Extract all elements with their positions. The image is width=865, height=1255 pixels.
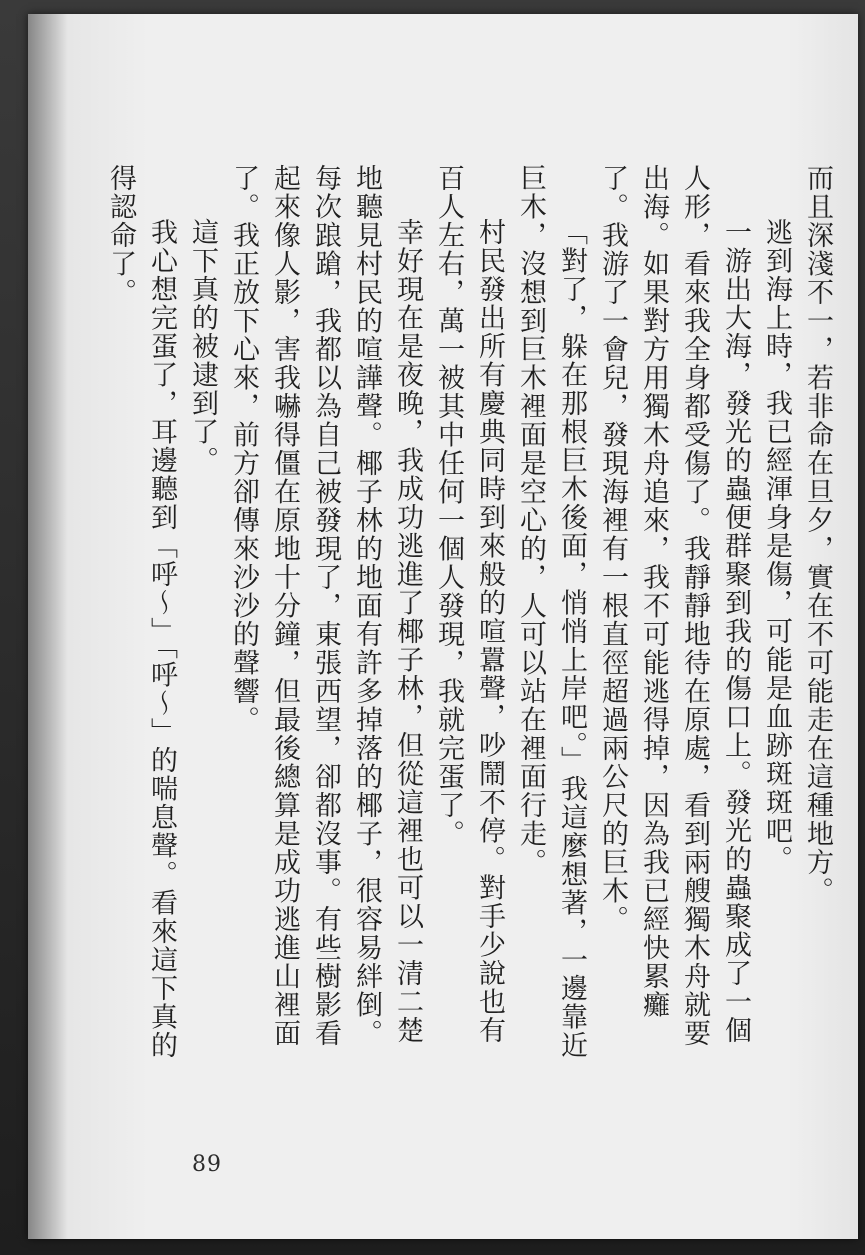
- vertical-text-block: [105, 164, 838, 1064]
- paragraph-2: 逃到海上時，我已經渾身是傷，可能是血跡斑斑吧。: [761, 218, 792, 874]
- paragraph-8: 我心想完蛋了，耳邊聽到「呼～」「呼～」的喘息聲。看來這下真的得認命了。: [105, 164, 177, 1060]
- paragraph-1: 而且深淺不一，若非命在旦夕，實在不可能走在這種地方。: [802, 164, 833, 905]
- paragraph-5: 村民發出所有慶典同時到來般的喧囂聲，吵鬧不停。對手少說也有百人左右，萬一被其中任何一個人發現，我就完蛋了。: [433, 164, 505, 1045]
- spine-shadow: [28, 14, 68, 1239]
- paragraph-6: 幸好現在是夜晚，我成功逃進了椰子林，但從這裡也可以一清二楚地聽見村民的喧譁聲。椰子林的地面有許多掉落的椰子，很容易絆倒。每次踉蹌，我都以為自己被發現了，東張西望，卻都沒事。有些樹影看起來像人影，害我嚇得僵在原地十分鐘，但最後總算是成功逃進山裡面了。我正放下心來，前方卻傳來沙沙的聲響。: [228, 164, 423, 1048]
- page-sheet: [28, 14, 858, 1239]
- paragraph-7: 這下真的被逮到了。: [187, 218, 218, 475]
- paragraph-3: 一游出大海，發光的蟲便群聚到我的傷口上。發光的蟲聚成了一個人形，看來我全身都受傷了。我靜靜地待在原處，看到兩艘獨木舟就要出海。如果對方用獨木舟追來，我不可能逃得掉，因為我已經快累癱了。我游了一會兒，發現海裡有一根直徑超過兩公尺的巨木。: [597, 164, 751, 1048]
- paragraph-4: 「對了，躲在那根巨木後面，悄悄上岸吧。」我這麼想著，一邊靠近巨木，沒想到巨木裡面是空心的，人可以站在裡面行走。: [515, 164, 587, 1060]
- page-number: 89: [192, 1152, 222, 1177]
